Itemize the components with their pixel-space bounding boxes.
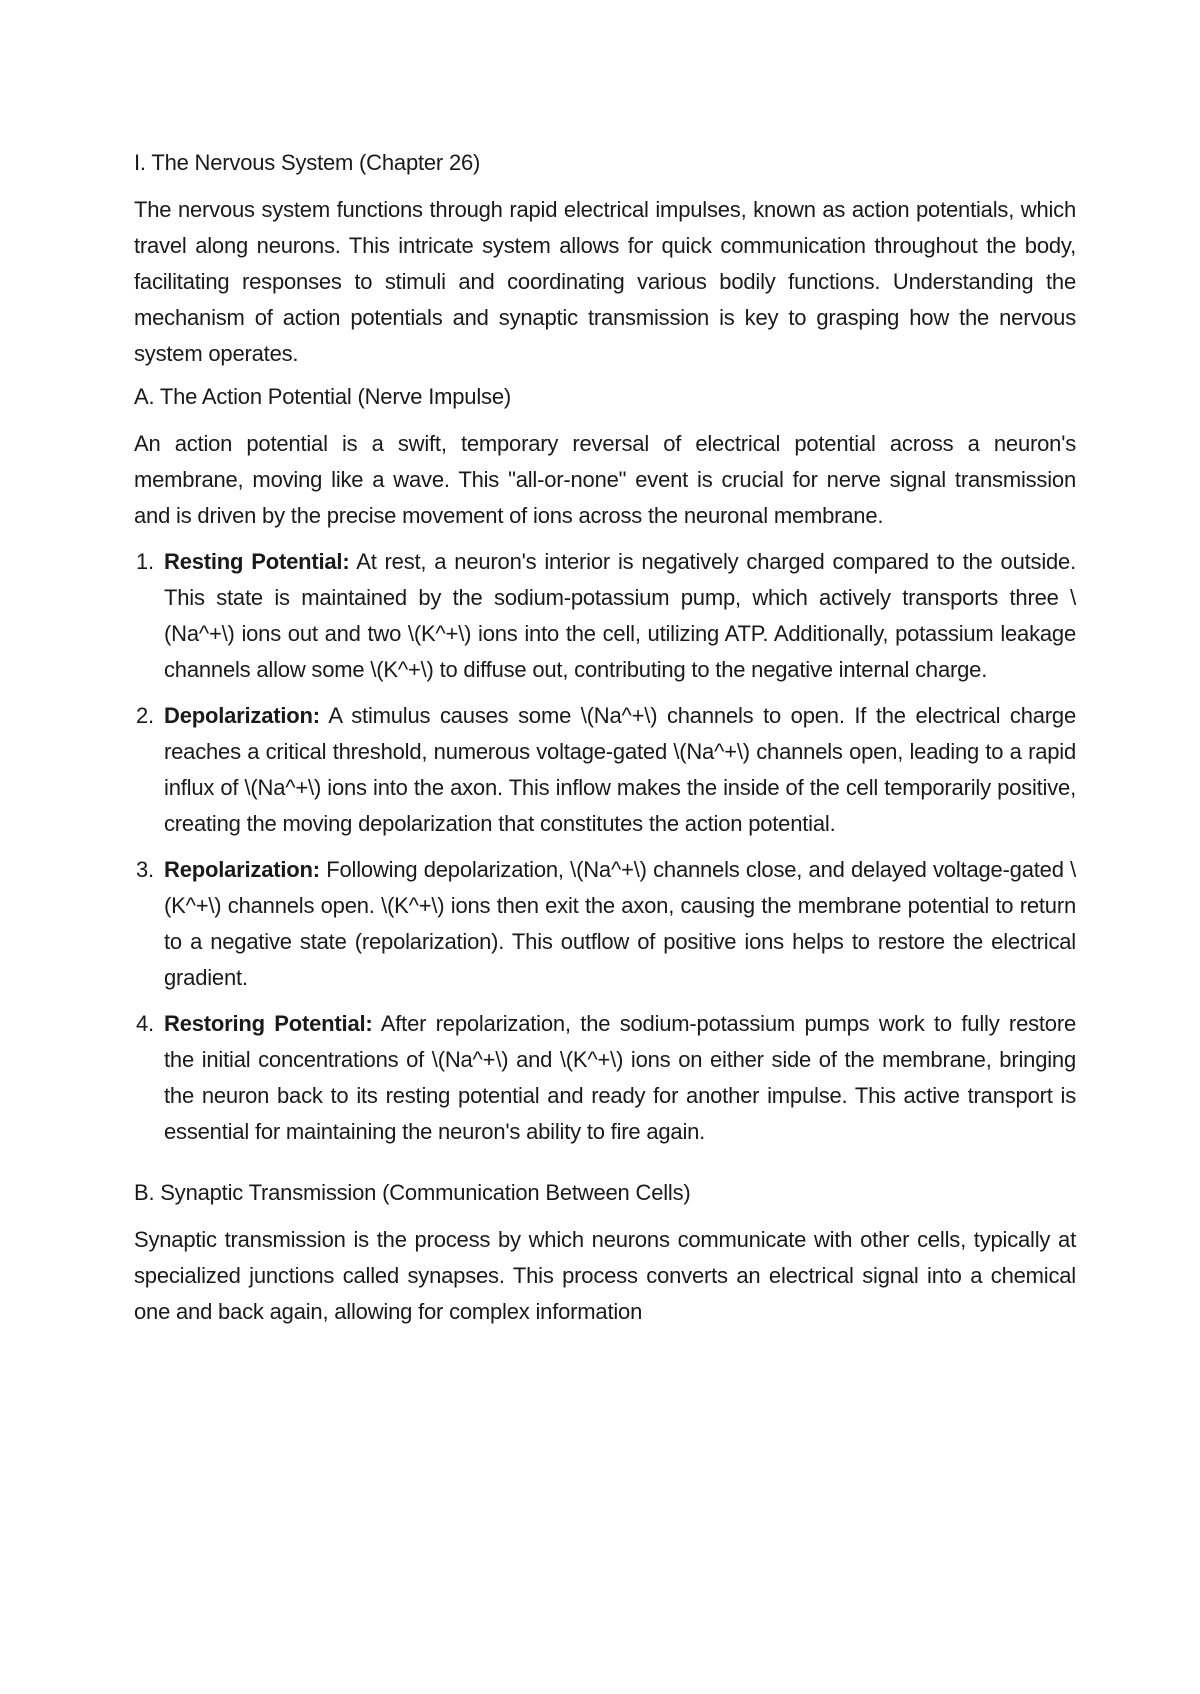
section-title: I. The Nervous System (Chapter 26): [134, 150, 481, 175]
list-item-repolarization: [134, 852, 1076, 996]
section-intro: The nervous system functions through rapid electrical impulses, known as action potentials, which travel along neurons. This intricate system allows for quick communication throughout the body, facilitating responses to stimuli and coordinating various bodily functions. Understanding the mechanism of action potentials and synaptic transmission is key to grasping how the nervous system operates.: [134, 197, 1076, 366]
list-term: Repolarization:: [164, 857, 320, 882]
list-item-restoring-potential: [134, 1006, 1076, 1150]
list-term: Depolarization:: [164, 703, 320, 728]
subsection-a-title: A. The Action Potential (Nerve Impulse): [134, 384, 511, 409]
list-text: A stimulus causes some \(Na^+\) channels to open. If the electrical charge reaches a critical threshold, numerous voltage-gated \(Na^+\) channels open, leading to a rapid influx of \(Na^+\) ions into the axon. This inflow makes the inside of the cell temporarily positive, creating the moving depolarization that constitutes the action potential.: [164, 703, 1076, 836]
list-number: 3.: [136, 857, 154, 882]
subsection-b-title: B. Synaptic Transmission (Communication Between Cells): [134, 1180, 691, 1205]
list-number: 1.: [136, 549, 154, 574]
list-text: At rest, a neuron's interior is negatively charged compared to the outside. This state is maintained by the sodium-potassium pump, which actively transports three \(Na^+\) ions out and two \(K^+\) ions into the cell, utilizing ATP. Additionally, potassium leakage channels allow some \(K^+\) to diffuse out, contributing to the negative internal charge.: [164, 549, 1076, 682]
list-number: 4.: [136, 1011, 154, 1036]
list-number: 2.: [136, 703, 154, 728]
list-term: Resting Potential:: [164, 549, 350, 574]
list-item-depolarization: [134, 698, 1076, 842]
action-potential-steps: [134, 544, 1076, 1150]
list-term: Restoring Potential:: [164, 1011, 373, 1036]
subsection-b-intro: Synaptic transmission is the process by which neurons communicate with other cells, typically at specialized junctions called synapses. This process converts an electrical signal into a chemical one and back again, allowing for complex information: [134, 1227, 1076, 1324]
subsection-a-intro: An action potential is a swift, temporary reversal of electrical potential across a neuron's membrane, moving like a wave. This "all-or-none" event is crucial for nerve signal transmission and is driven by the precise movement of ions across the neuronal membrane.: [134, 431, 1076, 528]
list-item-resting-potential: [134, 544, 1076, 688]
list-text: Following depolarization, \(Na^+\) channels close, and delayed voltage-gated \(K^+\) channels open. \(K^+\) ions then exit the axon, causing the membrane potential to return to a negative state (repolarization). This outflow of positive ions helps to restore the electrical gradient.: [164, 857, 1076, 990]
document-page: [134, 148, 1076, 1340]
list-text: After repolarization, the sodium-potassium pumps work to fully restore the initial concentrations of \(Na^+\) and \(K^+\) ions on either side of the membrane, bringing the neuron back to its resting potential and ready for another impulse. This active transport is essential for maintaining the neuron's ability to fire again.: [164, 1011, 1077, 1144]
section-spacer: [134, 1160, 1076, 1178]
